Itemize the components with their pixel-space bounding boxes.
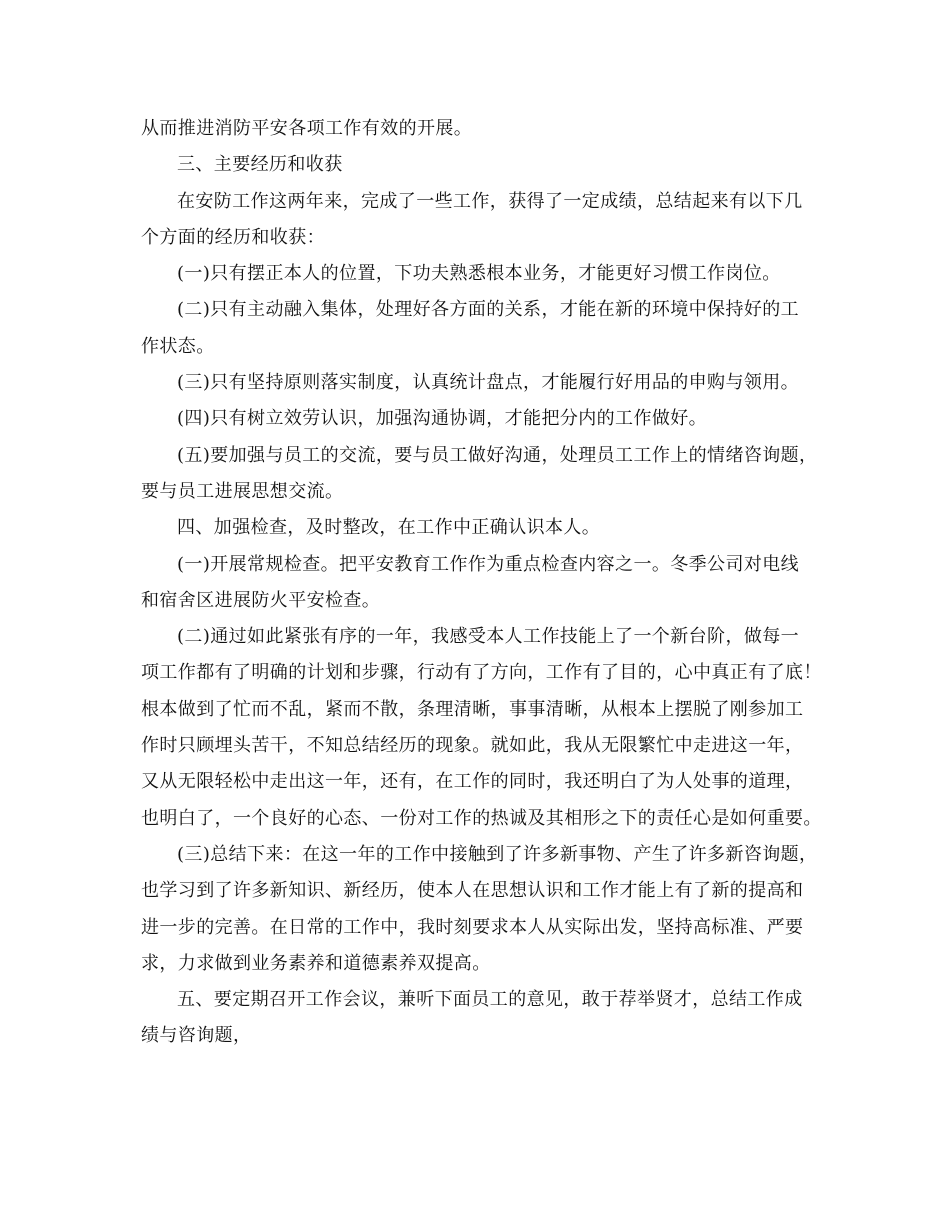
text-line: 个方面的经历和收获：	[141, 226, 325, 248]
text-line: (二)通过如此紧张有序的一年，我感受本人工作技能上了一个新台阶，做每一	[177, 626, 800, 648]
text-line: 根本做到了忙而不乱，紧而不散，条理清晰，事事清晰，从根本上摆脱了刚参加工	[141, 698, 804, 720]
text-line: (一)只有摆正本人的位置，下功夫熟悉根本业务，才能更好习惯工作岗位。	[177, 263, 781, 285]
text-line: (三)只有坚持原则落实制度，认真统计盘点，才能履行好用品的申购与领用。	[177, 372, 800, 394]
text-line: 四、加强检查，及时整改，在工作中正确认识本人。	[177, 517, 601, 539]
document-body	[141, 111, 831, 1055]
text-line: (四)只有树立效劳认识，加强沟通协调，才能把分内的工作做好。	[177, 408, 708, 430]
text-line: 从而推进消防平安各项工作有效的开展。	[141, 118, 473, 139]
text-line: (三)总结下来：在这一年的工作中接触到了许多新事物、产生了许多新咨询题，	[177, 843, 818, 865]
text-line: 绩与咨询题，	[141, 1025, 252, 1047]
text-line: 求，力求做到业务素养和道德素养双提高。	[141, 952, 491, 974]
text-line: (五)要加强与员工的交流，要与员工做好沟通，处理员工工作上的情绪咨询题，	[177, 444, 818, 466]
text-line: 三、主要经历和收获	[177, 154, 343, 176]
text-line: 项工作都有了明确的计划和步骤，行动有了方向，工作有了目的，心中真正有了底！	[141, 662, 822, 684]
text-line: 作状态。	[141, 335, 215, 357]
text-line: 五、要定期召开工作会议，兼听下面员工的意见，敢于荐举贤才，总结工作成	[177, 989, 803, 1011]
text-line: 在安防工作这两年来，完成了一些工作，获得了一定成绩，总结起来有以下几	[177, 190, 803, 212]
text-line: 也学习到了许多新知识、新经历，使本人在思想认识和工作才能上有了新的提高和	[141, 880, 804, 902]
text-line: 进一步的完善。在日常的工作中，我时刻要求本人从实际出发，坚持高标准、严要	[141, 916, 804, 938]
text-line: 作时只顾埋头苦干，不知总结经历的现象。就如此，我从无限繁忙中走进这一年，	[141, 735, 804, 757]
text-line: 又从无限轻松中走出这一年，还有，在工作的同时，我还明白了为人处事的道理，	[141, 771, 804, 793]
text-line: 要与员工进展思想交流。	[141, 480, 344, 502]
text-line: 也明白了，一个良好的心态、一份对工作的热诚及其相形之下的责任心是如何重要。	[141, 807, 822, 829]
text-line: (二)只有主动融入集体，处理好各方面的关系，才能在新的环境中保持好的工	[177, 299, 800, 321]
text-line: (一)开展常规检查。把平安教育工作作为重点检查内容之一。冬季公司对电线	[177, 553, 800, 575]
text-line: 和宿舍区进展防火平安检查。	[141, 589, 381, 611]
